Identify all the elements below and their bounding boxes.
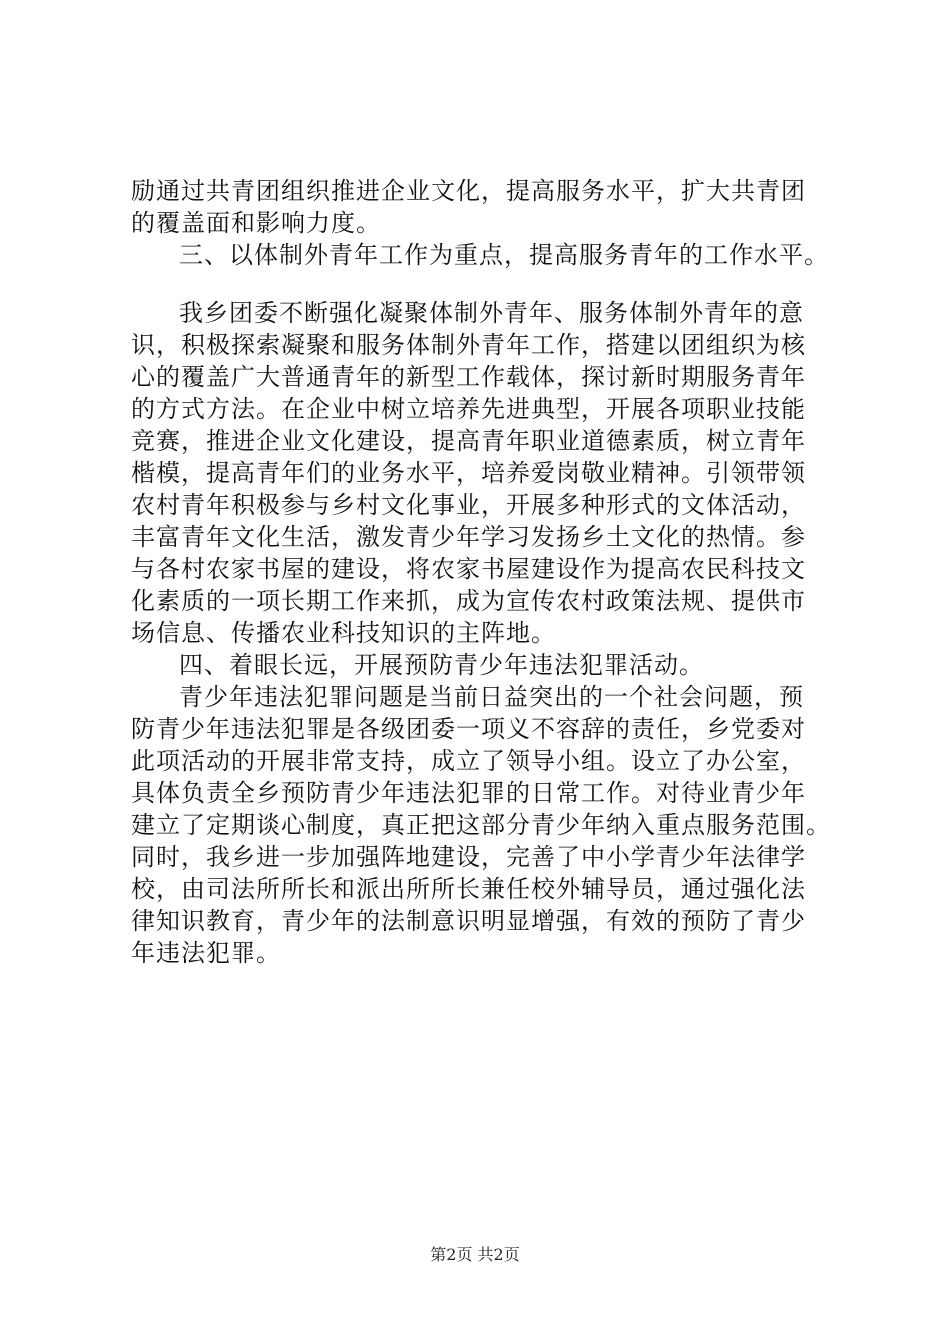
page-footer: 第2页 共2页 bbox=[430, 1245, 520, 1264]
text-line: 竞赛，推进企业文化建设，提高青年职业道德素质，树立青年 bbox=[131, 427, 806, 455]
text-line: 的方式方法。在企业中树立培养先进典型，开展各项职业技能 bbox=[131, 395, 806, 423]
text-line: 励通过共青团组织推进企业文化，提高服务水平，扩大共青团 bbox=[131, 177, 806, 205]
text-line: 我乡团委不断强化凝聚体制外青年、服务体制外青年的意 bbox=[179, 299, 804, 327]
text-line: 校，由司法所所长和派出所所长兼任校外辅导员，通过强化法 bbox=[131, 875, 806, 903]
text-line: 建立了定期谈心制度，真正把这部分青少年纳入重点服务范围。 bbox=[131, 811, 831, 839]
text-line: 的覆盖面和影响力度。 bbox=[131, 209, 381, 237]
text-line: 楷模，提高青年们的业务水平，培养爱岗敬业精神。引领带领 bbox=[131, 459, 806, 487]
section-heading: 三、以体制外青年工作为重点，提高服务青年的工作水平。 bbox=[179, 241, 829, 269]
section-heading: 四、着眼长远，开展预防青少年违法犯罪活动。 bbox=[179, 651, 704, 679]
text-line: 同时，我乡进一步加强阵地建设，完善了中小学青少年法律学 bbox=[131, 843, 806, 871]
text-line: 与各村农家书屋的建设，将农家书屋建设作为提高农民科技文 bbox=[131, 555, 806, 583]
text-line: 年违法犯罪。 bbox=[131, 939, 281, 967]
text-line: 识，积极探索凝聚和服务体制外青年工作，搭建以团组织为核 bbox=[131, 331, 806, 359]
text-line: 具体负责全乡预防青少年违法犯罪的日常工作。对待业青少年 bbox=[131, 779, 806, 807]
text-line: 青少年违法犯罪问题是当前日益突出的一个社会问题，预 bbox=[179, 683, 804, 711]
text-line: 化素质的一项长期工作来抓，成为宣传农村政策法规、提供市 bbox=[131, 587, 806, 615]
text-line: 心的覆盖广大普通青年的新型工作载体，探讨新时期服务青年 bbox=[131, 363, 806, 391]
text-line: 律知识教育，青少年的法制意识明显增强，有效的预防了青少 bbox=[131, 907, 806, 935]
text-line: 农村青年积极参与乡村文化事业，开展多种形式的文体活动， bbox=[131, 491, 806, 519]
text-line: 丰富青年文化生活，激发青少年学习发扬乡土文化的热情。参 bbox=[131, 523, 806, 551]
text-line: 场信息、传播农业科技知识的主阵地。 bbox=[131, 619, 556, 647]
text-line: 此项活动的开展非常支持，成立了领导小组。设立了办公室， bbox=[131, 747, 806, 775]
text-line: 防青少年违法犯罪是各级团委一项义不容辞的责任，乡党委对 bbox=[131, 715, 806, 743]
